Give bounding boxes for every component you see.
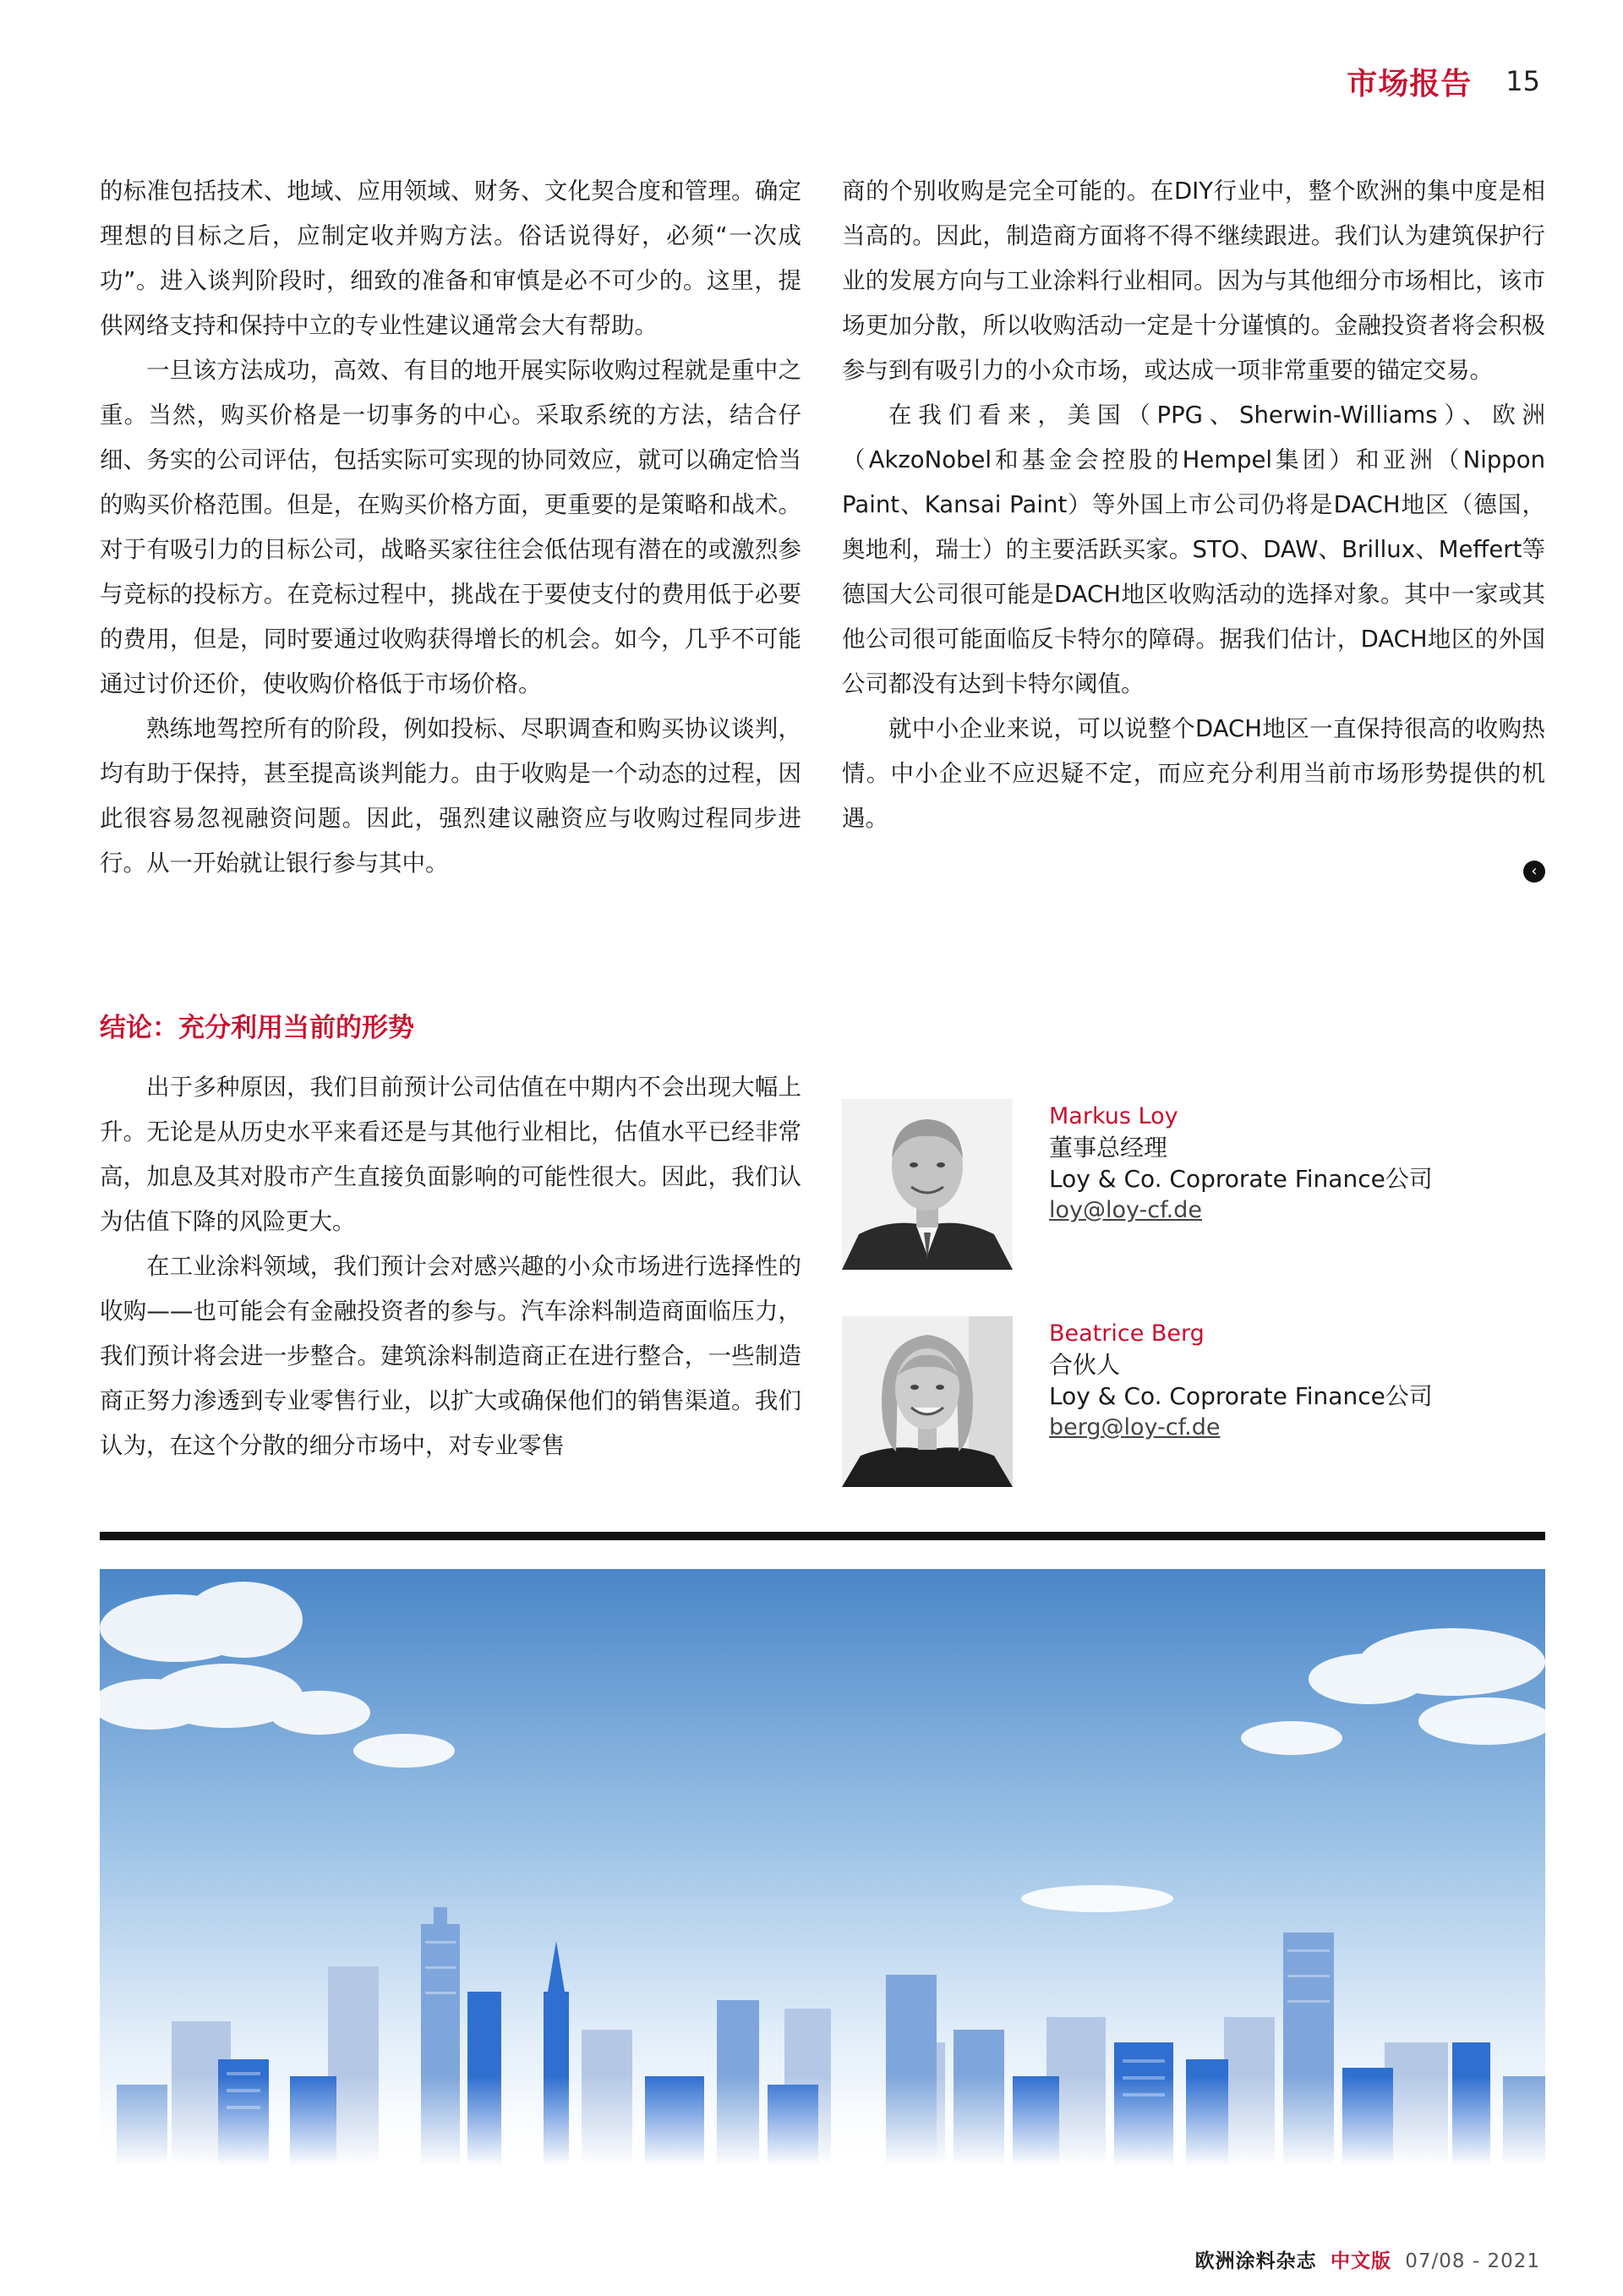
- circle-chevron-left-icon: ‹: [1523, 861, 1545, 883]
- author-email-link[interactable]: berg@loy-cf.de: [1049, 1414, 1221, 1440]
- right-column: [842, 169, 1545, 841]
- paragraph: 一旦该方法成功，高效、有目的地开展实际收购过程就是重中之重。当然，购买价格是一切事务的中心。采取系统的方法，结合仔细、务实的公司评估，包括实际可实现的协同效应，就可以确定恰当的购买价格范围。但是，在购买价格方面，更重要的是策略和战术。对于有吸引力的目标公司，战略买家往往会低估现有潜在的或激烈参与竞标的投标方。在竞标过程中，挑战在于要使支付的费用低于必要的费用，但是，同时要通过收购获得增长的机会。如今，几乎不可能通过讨价还价，使收购价格低于市场价格。: [100, 357, 801, 697]
- paragraph: 熟练地驾控所有的阶段，例如投标、尽职调查和购买协议谈判，均有助于保持，甚至提高谈判能力。由于收购是一个动态的过程，因此很容易忽视融资问题。因此，强烈建议融资应与收购过程同步进行。从一开始就让银行参与其中。: [100, 715, 801, 877]
- edition-label: 中文版: [1330, 2250, 1391, 2272]
- page-footer: [1195, 2245, 1540, 2273]
- conclusion-heading: 结论：充分利用当前的形势: [100, 1013, 414, 1043]
- paragraph: 就中小企业来说，可以说整个DACH地区一直保持很高的收购热情。中小企业不应迟疑不定，而应充分利用当前市场形势提供的机遇。: [842, 715, 1545, 832]
- paragraph: 在工业涂料领域，我们预计会对感兴趣的小众市场进行选择性的收购——也可能会有金融投资者的参与。汽车涂料制造商面临压力，我们预计将会进一步整合。建筑涂料制造商正在进行整合，一些制造商正努力渗透到专业零售行业，以扩大或确保他们的销售渠道。我们认为，在这个分散的细分市场中，对专业零售: [100, 1253, 801, 1459]
- issue-label: 07/08 - 2021: [1405, 2250, 1540, 2272]
- conclusion-column: [100, 1065, 801, 1468]
- left-column: [100, 169, 801, 886]
- author-title: 董事总经理: [1049, 1134, 1168, 1162]
- magazine-name: 欧洲涂料杂志: [1194, 2250, 1317, 2272]
- author-card: [842, 1316, 1569, 1490]
- author-card: [842, 1099, 1569, 1273]
- page-header: [1347, 56, 1540, 107]
- paragraph: 的标准包括技术、地域、应用领域、财务、文化契合度和管理。确定理想的目标之后，应制定收并购方法。俗话说得好，必须“一次成功”。进入谈判阶段时，细致的准备和审慎是必不可少的。这里，提供网络支持和保持中立的专业性建议通常会大有帮助。: [100, 178, 801, 339]
- city-skyline-image: [100, 1569, 1545, 2166]
- page-number: 15: [1506, 65, 1540, 97]
- author-name: Markus Loy: [1049, 1103, 1178, 1129]
- author-company: Loy & Co. Coprorate Finance公司: [1049, 1382, 1433, 1410]
- author-info: [1049, 1101, 1433, 1226]
- paragraph: 出于多种原因，我们目前预计公司估值在中期内不会出现大幅上升。无论是从历史水平来看还是与其他行业相比，估值水平已经非常高，加息及其对股市产生直接负面影响的可能性很大。因此，我们认为估值下降的风险更大。: [100, 1074, 801, 1235]
- divider-rule: [100, 1532, 1545, 1540]
- author-name: Beatrice Berg: [1049, 1320, 1205, 1347]
- author-photo: [842, 1099, 1013, 1270]
- author-info: [1049, 1318, 1433, 1443]
- paragraph: 在我们看来，美国（PPG、Sherwin-Williams）、欧洲（AkzoNobel和基金会控股的Hempel集团）和亚洲（Nippon Paint、Kansai Paint）等外国上市公司仍将是DACH地区（德国，奥地利，瑞士）的主要活跃买家。STO、DAW、Brillux、Meffert等德国大公司很可能是DACH地区收购活动的选择对象。其中一家或其他公司很可能面临反卡特尔的障碍。据我们估计，DACH地区的外国公司都没有达到卡特尔阈值。: [842, 402, 1545, 697]
- author-company: Loy & Co. Coprorate Finance公司: [1049, 1165, 1433, 1193]
- section-title: 市场报告: [1347, 66, 1473, 101]
- author-photo: [842, 1316, 1013, 1487]
- author-email-link[interactable]: loy@loy-cf.de: [1049, 1197, 1202, 1223]
- author-title: 合伙人: [1049, 1351, 1121, 1379]
- paragraph: 商的个别收购是完全可能的。在DIY行业中，整个欧洲的集中度是相当高的。因此，制造商方面将不得不继续跟进。我们认为建筑保护行业的发展方向与工业涂料行业相同。因为与其他细分市场相比，该市场更加分散，所以收购活动一定是十分谨慎的。金融投资者将会积极参与到有吸引力的小众市场，或达成一项非常重要的锚定交易。: [842, 178, 1545, 384]
